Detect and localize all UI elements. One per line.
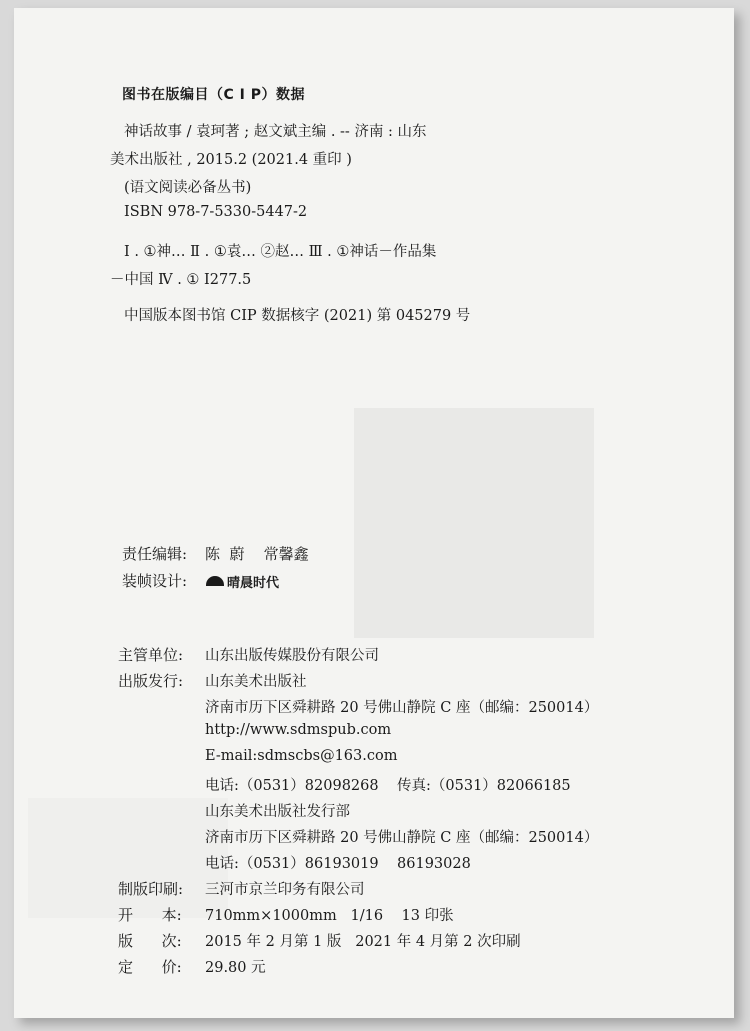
cip-isbn: ISBN 978-7-5330-5447-2: [124, 204, 308, 220]
design-logo-text: 晴晨时代: [227, 576, 280, 591]
cip-title: 图书在版编目（C I P）数据: [122, 87, 305, 103]
cip-record-number: 中国版本图书馆 CIP 数据核字 (2021) 第 045279 号: [124, 308, 471, 324]
distribution-address: 济南市历下区舜耕路 20 号佛山静院 C 座（邮编：250014）: [205, 830, 599, 846]
printer-label: 制版印刷:: [118, 880, 184, 898]
printer-value: 三河市京兰印务有限公司: [205, 882, 365, 898]
distribution-dept: 山东美术出版社发行部: [205, 804, 350, 820]
design-studio-logo: [206, 572, 279, 591]
format-value: 710mm×1000mm 1/16 13 印张: [205, 908, 454, 924]
bleed-through-image: [354, 408, 594, 638]
publisher-label: 出版发行:: [118, 672, 184, 690]
distribution-phone: 电话:（0531）86193019 86193028: [205, 856, 471, 872]
cip-series: (语文阅读必备丛书): [124, 180, 252, 196]
bleed-through-shade: [28, 798, 228, 918]
format-label: 开 本:: [118, 906, 182, 924]
editor-value: 陈 蔚 常馨鑫: [205, 545, 309, 563]
cip-classification-line2: －中国 Ⅳ . ① I277.5: [110, 272, 252, 288]
edition-value: 2015 年 2 月第 1 版 2021 年 4 月第 2 次印刷: [205, 934, 521, 950]
design-label: 装帧设计:: [122, 572, 188, 590]
supervisor-value: 山东出版传媒股份有限公司: [205, 648, 379, 664]
supervisor-label: 主管单位:: [118, 646, 184, 664]
price-label: 定 价:: [118, 958, 182, 976]
cip-entry-line1: 神话故事 / 袁珂著 ; 赵文斌主编 . -- 济南 : 山东: [124, 124, 427, 140]
publisher-address: 济南市历下区舜耕路 20 号佛山静院 C 座（邮编：250014）: [205, 700, 599, 716]
publisher-value: 山东美术出版社: [205, 674, 307, 690]
price-value: 29.80 元: [205, 960, 266, 976]
sunrise-logo-icon: [206, 576, 224, 586]
edition-label: 版 次:: [118, 932, 182, 950]
publisher-email: E-mail:sdmscbs@163.com: [205, 748, 398, 764]
publisher-website: http://www.sdmspub.com: [205, 722, 392, 738]
cip-entry-line2: 美术出版社 , 2015.2 (2021.4 重印 ): [110, 152, 352, 168]
publisher-phone-fax: 电话:（0531）82098268 传真:（0531）82066185: [205, 778, 571, 794]
editor-label: 责任编辑:: [122, 545, 188, 563]
cip-classification-line1: Ⅰ . ①神… Ⅱ . ①袁… ②赵… Ⅲ . ①神话－作品集: [124, 244, 437, 260]
